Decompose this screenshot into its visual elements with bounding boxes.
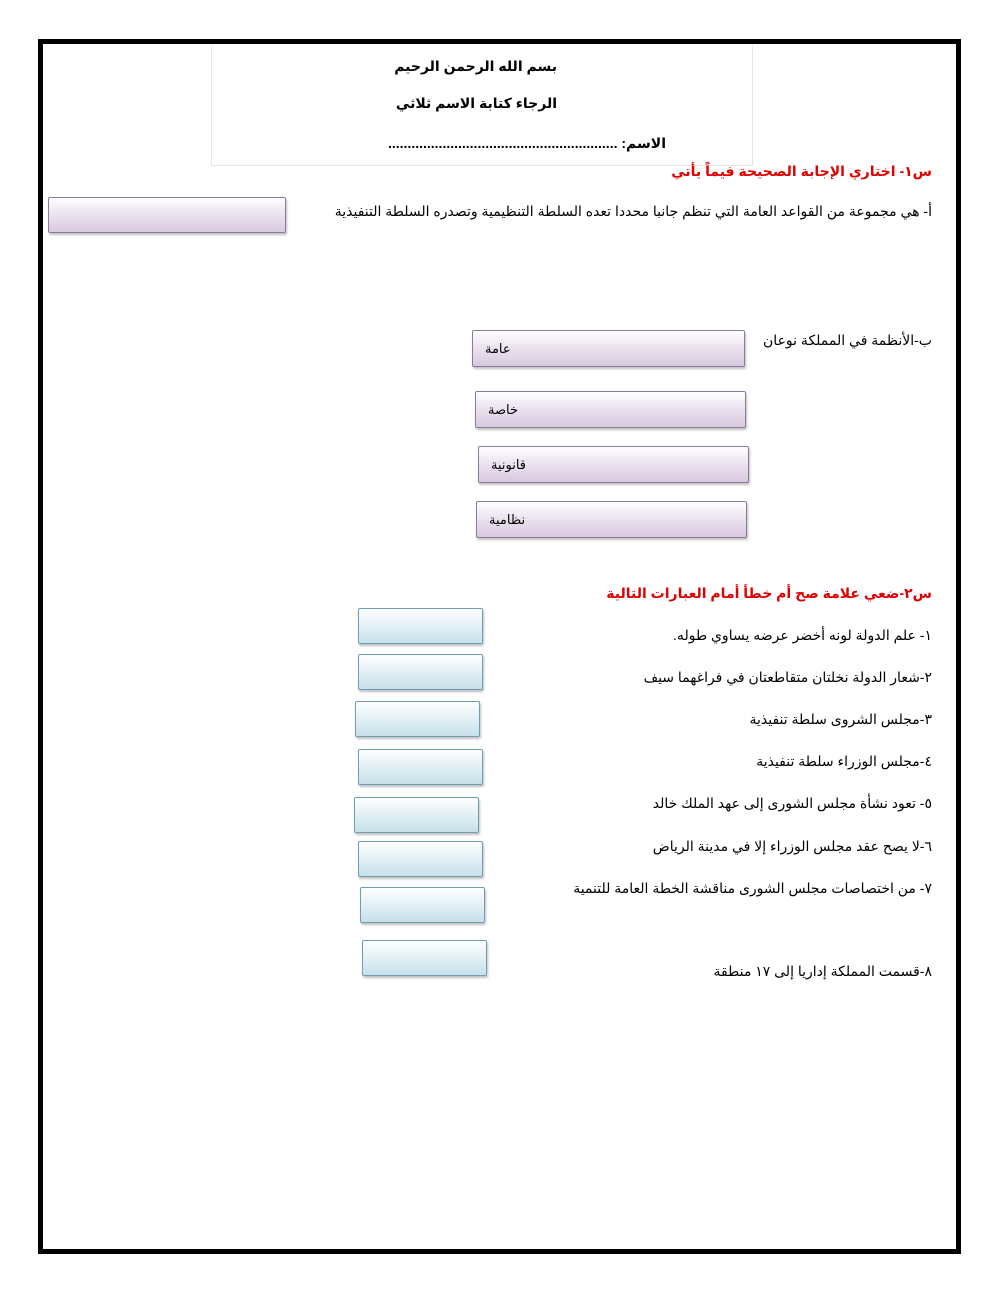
statement-7: ٧- من اختصاصات مجلس الشورى مناقشة الخطة العامة للتنمية bbox=[573, 880, 932, 896]
q1-title: س١- اختاري الإجابة الصحيحة فيماً يأتي bbox=[671, 163, 932, 179]
answer-box-4[interactable] bbox=[358, 749, 483, 785]
name-label: الاسم: ........................................................... bbox=[387, 135, 666, 151]
statement-2: ٢-شعار الدولة نخلتان متقاطعتان في فراغهما سيف bbox=[643, 669, 932, 685]
q1-part-a: أ- هي مجموعة من القواعد العامة التي تنظم جانبا محددا تعده السلطة التنظيمية وتصدره السلطة التنفيذية bbox=[334, 203, 932, 219]
statement-1: ١- علم الدولة لونه أخضر عرضه يساوي طوله. bbox=[673, 627, 932, 643]
answer-box-a[interactable] bbox=[48, 197, 286, 233]
option-statutory[interactable] bbox=[476, 501, 747, 538]
answer-box-3[interactable] bbox=[355, 701, 480, 737]
answer-box-2[interactable] bbox=[358, 654, 483, 690]
statement-6: ٦-لا يصح عقد مجلس الوزراء إلا في مدينة الرياض bbox=[652, 838, 932, 854]
option-label: نظامية bbox=[489, 511, 526, 527]
option-label: عامة bbox=[485, 340, 511, 356]
answer-box-6[interactable] bbox=[358, 841, 483, 877]
option-label: خاصة bbox=[488, 401, 519, 417]
option-general[interactable] bbox=[472, 330, 745, 367]
answer-box-7[interactable] bbox=[360, 887, 485, 923]
statement-3: ٣-مجلس الشروى سلطة تنفيذية bbox=[749, 711, 932, 727]
answer-box-5[interactable] bbox=[354, 797, 479, 833]
statement-4: ٤-مجلس الوزراء سلطة تنفيذية bbox=[756, 753, 932, 769]
answer-box-8[interactable] bbox=[362, 940, 487, 976]
option-legal[interactable] bbox=[478, 446, 749, 483]
answer-box-1[interactable] bbox=[358, 608, 483, 644]
q1-part-b: ب-الأنظمة في المملكة نوعان bbox=[763, 332, 932, 348]
option-label: قانونية bbox=[491, 456, 527, 472]
statement-8: ٨-قسمت المملكة إداريا إلى ١٧ منطقة bbox=[713, 963, 932, 979]
basmala: بسم الله الرحمن الرحيم bbox=[394, 58, 557, 74]
q2-title: س٢-ضعي علامة صح أم خطأ أمام العبارات التالية bbox=[606, 585, 932, 601]
statement-5: ٥- تعود نشأة مجلس الشورى إلى عهد الملك خالد bbox=[652, 795, 932, 811]
option-private[interactable] bbox=[475, 391, 746, 428]
instruction: الرجاء كتابة الاسم ثلاثي bbox=[395, 95, 557, 111]
